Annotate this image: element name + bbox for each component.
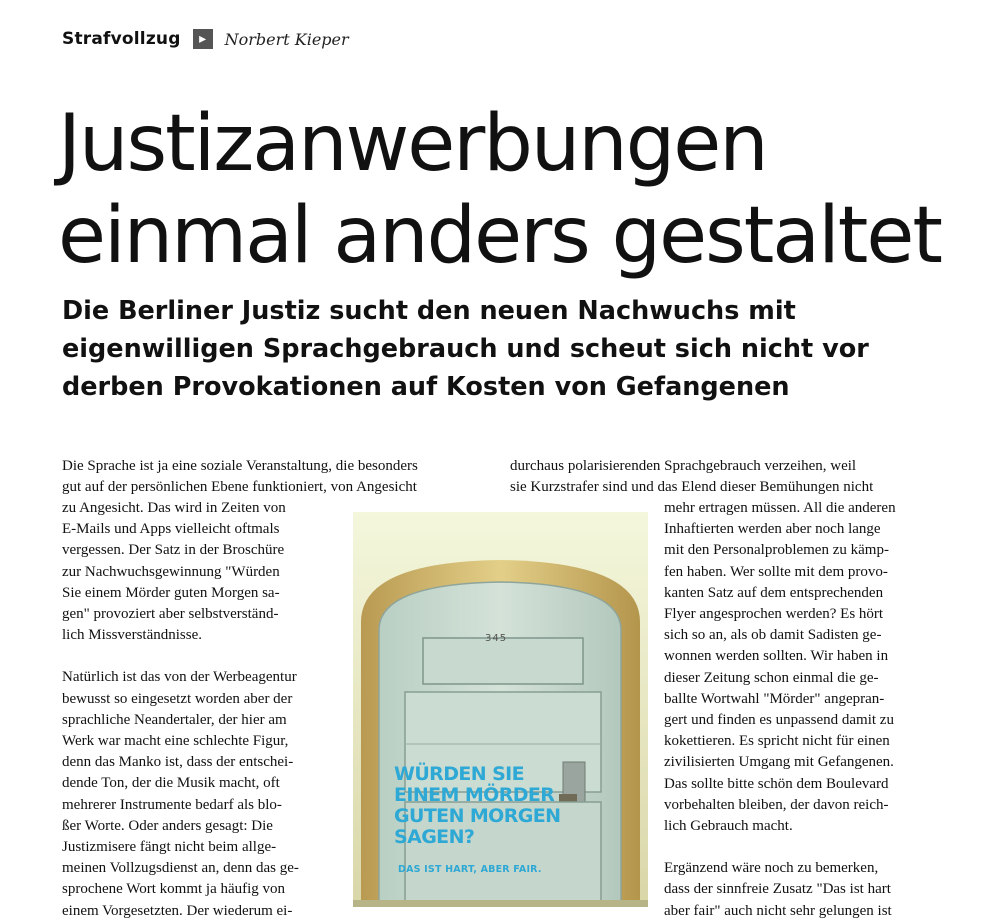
- text-line: zur Nachwuchsgewinnung "Würden: [62, 563, 280, 580]
- text-line: E-Mails und Apps vielleicht oftmals: [62, 521, 280, 538]
- paragraph: [664, 858, 936, 922]
- text-line: fen haben. Wer sollte mit dem provo-: [664, 563, 888, 580]
- article-subtitle: [62, 292, 942, 406]
- text-line: wonnen werden sollten. Wir haben in: [664, 648, 889, 665]
- text-line: Inhaftierten werden aber noch lange: [664, 521, 881, 538]
- text-line: mehrerer Instrumente bedarf als blo-: [62, 796, 282, 813]
- text-line: sprochene Wort kommt ja häufig von: [62, 881, 286, 898]
- paragraph: [62, 498, 336, 646]
- text-line: mehr ertragen müssen. All die anderen: [664, 500, 896, 516]
- text-line: vergessen. Der Satz in der Broschüre: [62, 542, 285, 559]
- author-name: Norbert Kieper: [224, 29, 349, 49]
- text-line: durchaus polarisierenden Sprachgebrauch verzeihen, weil: [510, 458, 857, 474]
- slogan-line: GUTEN MORGEN: [394, 805, 561, 827]
- arrow-right-icon: ▸: [193, 29, 213, 49]
- text-line: ßer Worte. Oder anders gesagt: Die: [62, 817, 273, 834]
- slogan-line: EINEM MÖRDER: [394, 784, 555, 806]
- text-line: meinen Vollzugsdienst an, denn das ge-: [62, 860, 299, 877]
- text-line: kanten Satz auf dem entsprechenden: [664, 584, 884, 601]
- section-label: Strafvollzug: [62, 29, 181, 49]
- column-2-body: [664, 498, 936, 922]
- text-line: Flyer angesprochen werden? Es hört: [664, 606, 884, 623]
- subtitle-line: eigenwilligen Sprachgebrauch und scheut sich nicht vor: [62, 334, 869, 364]
- text-line: Justizmisere fängt nicht beim allge-: [62, 839, 277, 856]
- text-line: zu Angesicht. Das wird in Zeiten von: [62, 500, 286, 516]
- text-line: sich so an, als ob damit Sadisten ge-: [664, 627, 882, 644]
- article-title: [58, 98, 941, 282]
- paragraph: [62, 667, 336, 921]
- text-line: mit den Personalproblemen zu kämp-: [664, 542, 889, 559]
- text-line: Ergänzend wäre noch zu bemerken,: [664, 860, 879, 877]
- column-2-intro: [510, 456, 936, 498]
- text-line: gen" provoziert aber selbstverständ-: [62, 606, 279, 623]
- text-line: sie Kurzstrafer sind und das Elend dieser Bemühungen nicht: [510, 479, 874, 496]
- column-1-intro: [62, 456, 492, 498]
- text-line: vorbehalten bleiben, der davon reich-: [664, 796, 889, 813]
- text-line: denn das Manko ist, dass der entschei-: [62, 754, 294, 771]
- column-1-body: [62, 498, 336, 922]
- subtitle-line: derben Provokationen auf Kosten von Gefangenen: [62, 372, 790, 402]
- text-line: Werk war macht eine schlechte Figur,: [62, 733, 289, 750]
- title-line: Justizanwerbungen: [58, 99, 767, 189]
- text-line: dende Ton, der die Musik macht, oft: [62, 775, 280, 792]
- title-line: einmal anders gestaltet: [58, 191, 941, 281]
- text-line: Natürlich ist das von der Werbeagentur: [62, 669, 297, 686]
- text-line: dieser Zeitung schon einmal die ge-: [664, 669, 879, 686]
- article-header: [62, 26, 349, 52]
- text-line: gert und finden es unpassend damit zu: [664, 712, 894, 729]
- slogan-line: SAGEN?: [394, 826, 475, 848]
- door-number: 345: [485, 633, 508, 644]
- text-line: zivilisierten Umgang mit Gefangenen.: [664, 754, 894, 771]
- text-line: sprachliche Neandertaler, der hier am: [62, 711, 287, 728]
- paragraph: [664, 498, 936, 837]
- text-line: bewusst so eingesetzt worden aber der: [62, 690, 293, 707]
- text-line: ballte Wortwahl "Mörder" angepran-: [664, 690, 885, 707]
- poster-tagline: DAS IST HART, ABER FAIR.: [398, 864, 542, 875]
- subtitle-line: Die Berliner Justiz sucht den neuen Nachwuchs mit: [62, 296, 796, 326]
- text-line: dass der sinnfreie Zusatz "Das ist hart: [664, 881, 891, 898]
- text-line: einem Vorgesetzten. Der wiederum ei-: [62, 902, 293, 919]
- text-line: Das sollte bitte schön dem Boulevard: [664, 775, 889, 792]
- text-line: kokettieren. Es spricht nicht für einen: [664, 733, 890, 750]
- text-line: Die Sprache ist ja eine soziale Veranstaltung, die besonders: [62, 458, 418, 474]
- poster-photo: [353, 512, 648, 907]
- text-line: Sie einem Mörder guten Morgen sa-: [62, 584, 280, 601]
- poster-slogan: [394, 764, 614, 848]
- text-line: lich Gebrauch macht.: [664, 818, 793, 835]
- text-line: lich Missverständnisse.: [62, 627, 202, 644]
- text-line: aber fair" auch nicht sehr gelungen ist: [664, 902, 892, 919]
- text-line: gut auf der persönlichen Ebene funktioniert, von Angesicht: [62, 479, 417, 496]
- slogan-line: WÜRDEN SIE: [394, 763, 525, 785]
